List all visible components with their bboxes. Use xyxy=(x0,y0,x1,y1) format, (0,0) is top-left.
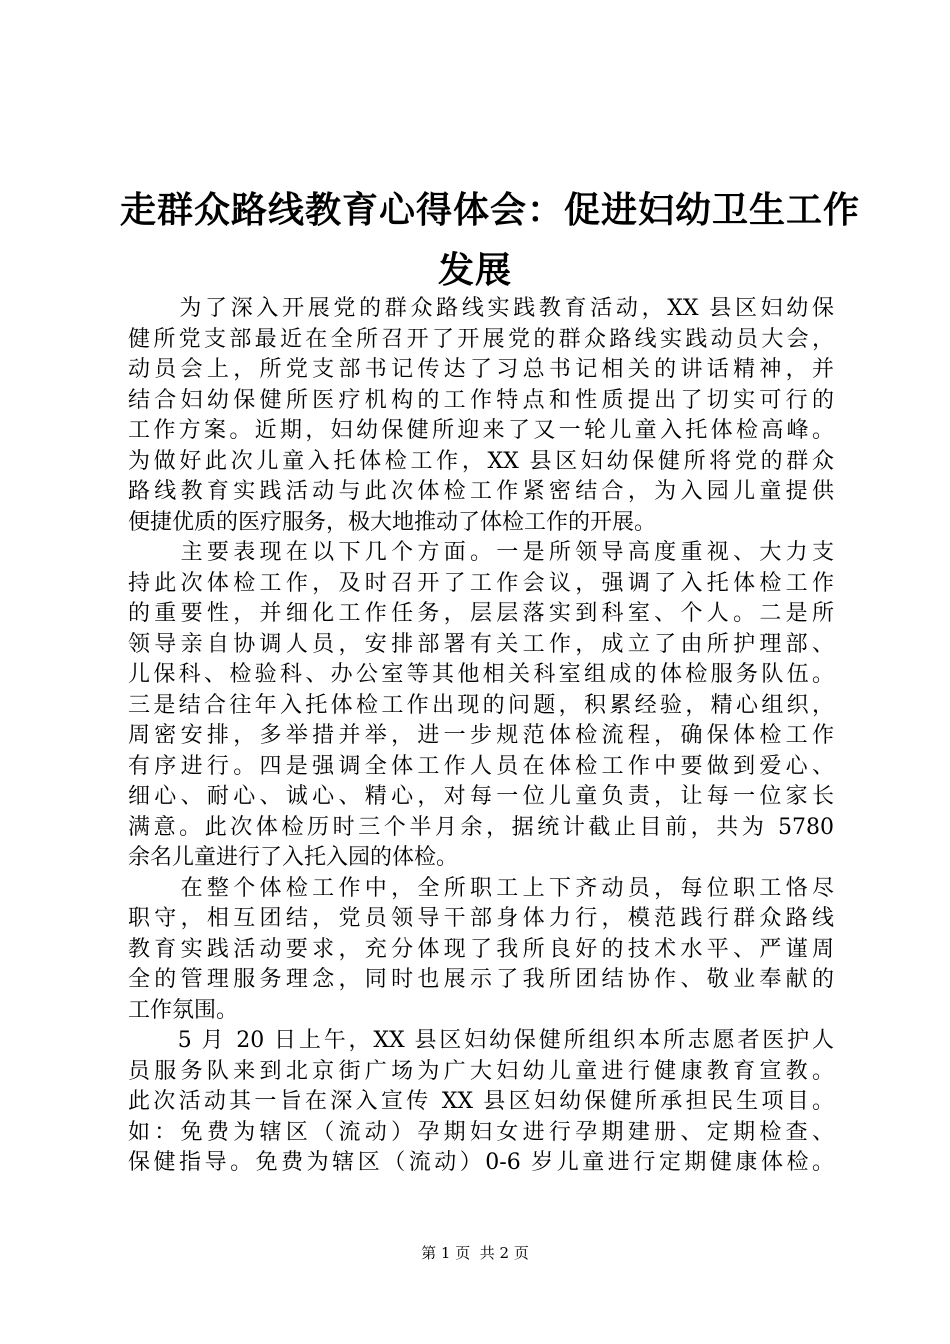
paragraph-line xyxy=(128,1026,834,1057)
paragraph-line: 有序进行。四是强调全体工作人员在体检工作中要做到爱心、 xyxy=(128,753,834,779)
paragraph-line: 儿保科、检验科、办公室等其他相关科室组成的体检服务队伍。 xyxy=(128,662,834,687)
paragraph-line: 保健指导。免费为辖区（流动）0-6 岁儿童进行定期健康体检。 xyxy=(128,1150,834,1175)
paragraph-line: 细心、耐心、诚心、精心，对每一位儿童负责，让每一位家长 xyxy=(128,784,834,809)
paragraph-line xyxy=(128,874,834,905)
paragraph-line: 此次活动其一旨在深入宣传 XX 县区妇幼保健所承担民生项目。 xyxy=(128,1089,835,1114)
document-title-line-2: 发展 xyxy=(437,249,512,291)
paragraph-line-text: 主要表现在以下几个方面。一是所领导高度重视、大力支 xyxy=(180,540,834,565)
page-footer xyxy=(0,1243,950,1263)
paragraph-line: 周密安排，多举措并举，进一步规范体检流程，确保体检工作 xyxy=(128,723,834,748)
paragraph-indent xyxy=(128,540,181,565)
paragraph-line: 职守，相互团结，党员领导干部身体力行，模范践行群众路线 xyxy=(128,906,834,931)
page-number-label: 第 1 页 共 2 页 xyxy=(421,1244,529,1262)
paragraph-1 xyxy=(128,294,834,538)
paragraph-line-text: 在整个体检工作中，全所职工上下齐动员，每位职工恪尽 xyxy=(180,875,834,901)
paragraph-line: 便捷优质的医疗服务，极大地推动了体检工作的开展。 xyxy=(128,509,657,535)
paragraph-indent xyxy=(128,876,181,901)
paragraph-line-text: 为了深入开展党的群众路线实践教育活动，XX 县区妇幼保 xyxy=(179,296,834,321)
paragraph-indent xyxy=(128,296,179,321)
paragraph-line: 持此次体检工作，及时召开了工作会议，强调了入托体检工作 xyxy=(128,570,834,596)
paragraph-line: 三是结合往年入托体检工作出现的问题，积累经验，精心组织， xyxy=(128,692,834,718)
document-body xyxy=(128,294,834,1179)
paragraph-line: 动员会上，所党支部书记传达了习总书记相关的讲话精神，并 xyxy=(128,357,834,382)
paragraph-line: 为做好此次儿童入托体检工作，XX 县区妇幼保健所将党的群众 xyxy=(128,448,834,474)
paragraph-line: 路线教育实践活动与此次体检工作紧密结合，为入园儿童提供 xyxy=(128,479,834,504)
paragraph-line xyxy=(128,538,834,569)
paragraph-4 xyxy=(128,1026,834,1179)
paragraph-line: 工作方案。近期，妇幼保健所迎来了又一轮儿童入托体检高峰。 xyxy=(128,418,834,443)
paragraph-line xyxy=(128,294,834,325)
paragraph-line: 满意。此次体检历时三个半月余，据统计截止目前，共为 5780 xyxy=(128,814,834,840)
paragraph-line: 领导亲自协调人员，安排部署有关工作，成立了由所护理部、 xyxy=(128,631,834,657)
paragraph-line: 全的管理服务理念，同时也展示了我所团结协作、敬业奉献的 xyxy=(128,967,834,992)
paragraph-line: 如：免费为辖区（流动）孕期妇女进行孕期建册、定期检查、 xyxy=(128,1119,834,1145)
paragraph-line: 健所党支部最近在全所召开了开展党的群众路线实践动员大会， xyxy=(128,326,834,352)
paragraph-3 xyxy=(128,874,834,1027)
paragraph-line: 结合妇幼保健所医疗机构的工作特点和性质提出了切实可行的 xyxy=(128,387,834,413)
paragraph-2 xyxy=(128,538,834,874)
paragraph-line: 教育实践活动要求，充分体现了我所良好的技术水平、严谨周 xyxy=(128,936,834,962)
paragraph-line: 工作氛围。 xyxy=(128,997,239,1023)
paragraph-indent xyxy=(128,1028,178,1053)
paragraph-line: 员服务队来到北京街广场为广大妇幼儿童进行健康教育宣教。 xyxy=(128,1058,834,1084)
document-title-line-1: 走群众路线教育心得体会：促进妇幼卫生工作 xyxy=(120,189,861,231)
paragraph-line-text: 5 月 20 日上午，XX 县区妇幼保健所组织本所志愿者医护人 xyxy=(177,1028,834,1053)
paragraph-line: 的重要性，并细化工作任务，层层落实到科室、个人。二是所 xyxy=(128,601,834,626)
paragraph-line: 余名儿童进行了入托入园的体检。 xyxy=(128,845,459,870)
